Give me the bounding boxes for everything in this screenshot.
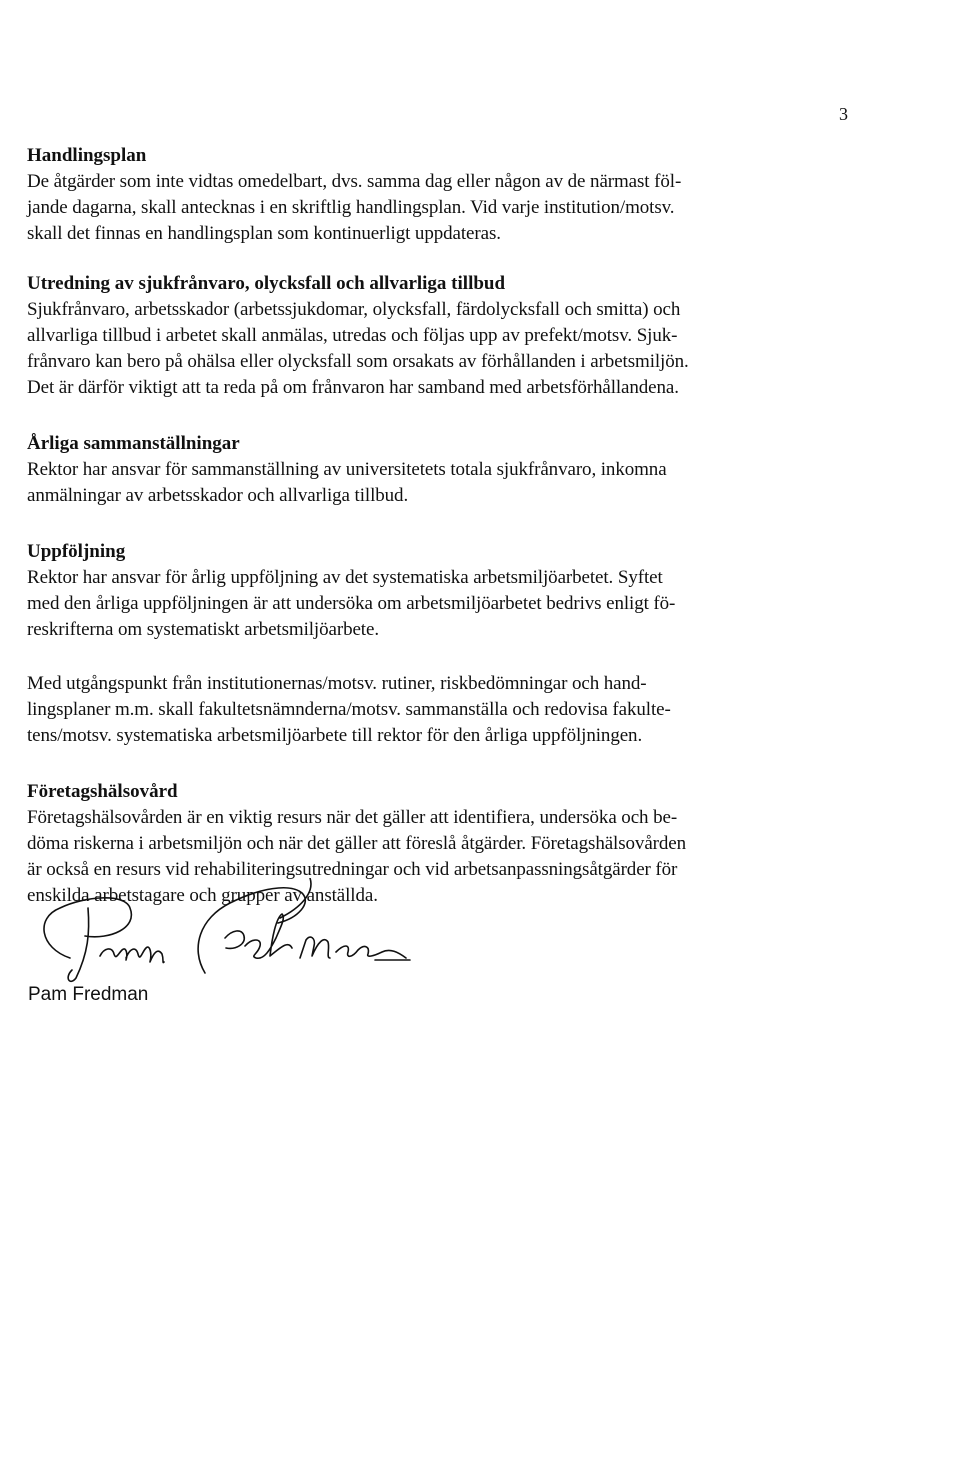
paragraph-line: frånvaro kan bero på ohälsa eller olycksfall som orsakats av förhållanden i arbetsmiljön. (27, 351, 689, 372)
paragraph-line: med den årliga uppföljningen är att undersöka om arbetsmiljöarbetet bedrivs enligt fö- (27, 593, 676, 614)
paragraph-line: skall det finnas en handlingsplan som kontinuerligt uppdateras. (27, 223, 501, 244)
section-paragraph (27, 297, 847, 401)
paragraph-line: Det är därför viktigt att ta reda på om frånvaron har samband med arbetsförhållandena. (27, 377, 679, 398)
paragraph-line: De åtgärder som inte vidtas omedelbart, dvs. samma dag eller någon av de närmast föl- (27, 171, 682, 192)
section-heading: Uppföljning (27, 541, 126, 562)
paragraph-line: reskrifterna om systematiskt arbetsmiljöarbete. (27, 619, 379, 640)
paragraph-line: tens/motsv. systematiska arbetsmiljöarbete till rektor för den årliga uppföljningen. (27, 725, 643, 746)
paragraph-line: Med utgångspunkt från institutionernas/motsv. rutiner, riskbedömningar och hand- (27, 673, 647, 694)
paragraph-line: jande dagarna, skall antecknas i en skriftlig handlingsplan. Vid varje institution/motsv. (27, 197, 675, 218)
paragraph-line: lingsplaner m.m. skall fakultetsnämnderna/motsv. sammanställa och redovisa fakulte- (27, 699, 671, 720)
section-paragraph (27, 457, 847, 509)
document-body (27, 143, 847, 909)
paragraph-line: döma riskerna i arbetsmiljön och när det gäller att föreslå åtgärder. Företagshälsovården (27, 833, 687, 854)
paragraph-line: anmälningar av arbetsskador och allvarliga tillbud. (27, 485, 409, 506)
signer-name: Pam Fredman (28, 984, 149, 1005)
handwritten-signature (30, 878, 450, 988)
section-arliga-sammanstallningar (27, 431, 847, 509)
section-paragraph (27, 565, 847, 643)
section-heading: Företagshälsovård (27, 781, 178, 802)
paragraph-line: Företagshälsovården är en viktig resurs när det gäller att identifiera, undersöka och be- (27, 807, 678, 828)
section-uppfoljning (27, 539, 847, 749)
section-heading: Handlingsplan (27, 145, 147, 166)
section-handlingsplan (27, 143, 847, 247)
paragraph-line: enskilda arbetstagare och grupper av anställda. (27, 885, 378, 906)
section-paragraph (27, 169, 847, 247)
paragraph-line: är också en resurs vid rehabiliteringsutredningar och vid arbetsanpassningsåtgärder för (27, 859, 678, 880)
section-paragraph (27, 671, 847, 749)
section-heading: Årliga sammanställningar (27, 433, 240, 454)
section-heading: Utredning av sjukfrånvaro, olycksfall och allvarliga tillbud (27, 273, 506, 294)
section-utredning (27, 271, 847, 401)
paragraph-line: Sjukfrånvaro, arbetsskador (arbetssjukdomar, olycksfall, färdolycksfall och smitta) och (27, 299, 681, 320)
paragraph-line: Rektor har ansvar för sammanställning av universitetets totala sjukfrånvaro, inkomna (27, 459, 667, 480)
paragraph-line: allvarliga tillbud i arbetet skall anmälas, utredas och följas upp av prefekt/motsv. Sjuk- (27, 325, 678, 346)
page-number: 3 (839, 104, 848, 124)
paragraph-line: Rektor har ansvar för årlig uppföljning av det systematiska arbetsmiljöarbetet. Syftet (27, 567, 663, 588)
